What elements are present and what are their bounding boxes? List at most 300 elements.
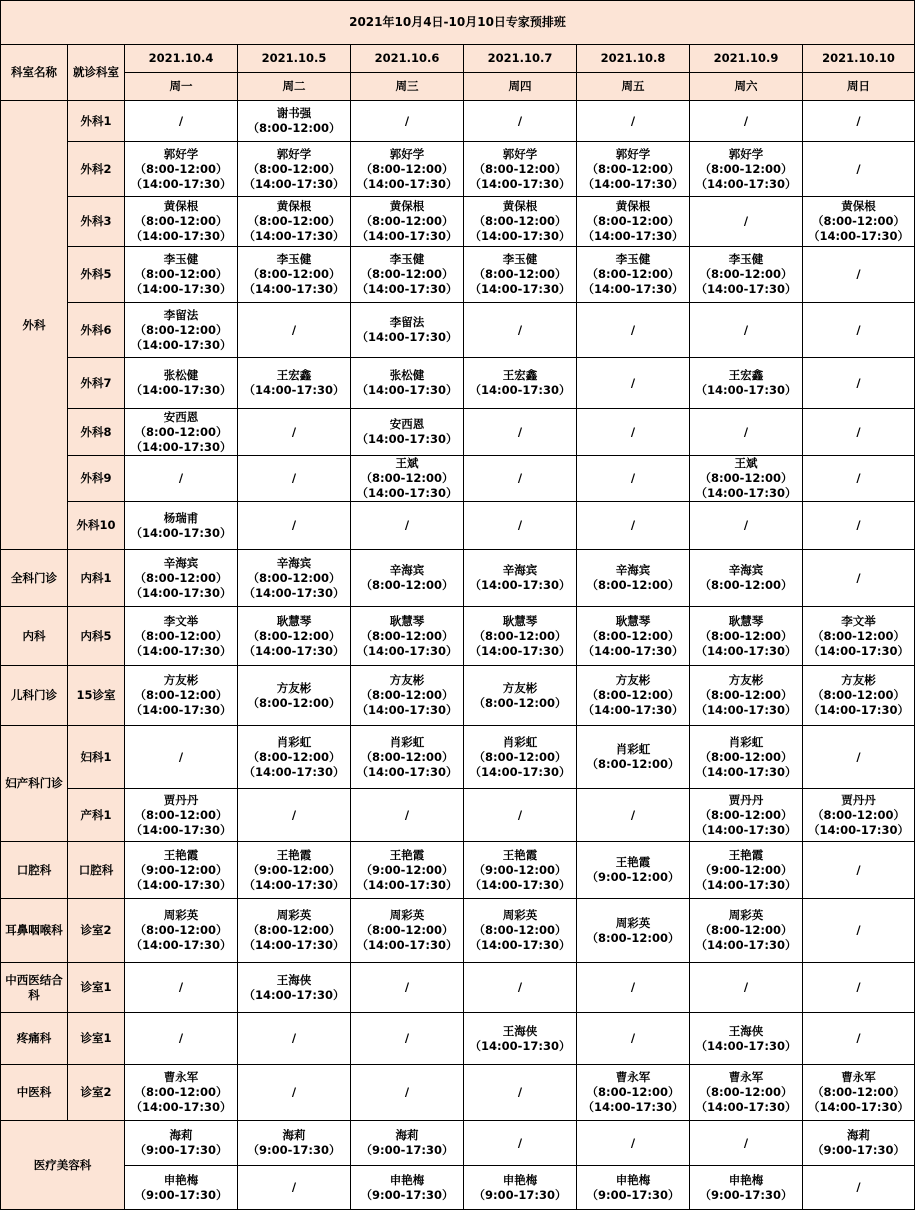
time-slot: （14:00-17:30） xyxy=(582,282,684,296)
schedule-cell xyxy=(690,963,803,1013)
time-slot: （8:00-12:00） xyxy=(473,749,567,764)
time-slot: （8:00-12:00） xyxy=(699,923,793,937)
doctor-name: 周彩英 xyxy=(276,908,312,922)
time-slot: （14:00-17:30） xyxy=(130,877,232,892)
schedule-cell xyxy=(238,899,351,963)
schedule-cell xyxy=(351,963,464,1013)
doctor-name: 李文举 xyxy=(841,613,876,628)
time-slot: （8:00-12:00） xyxy=(699,749,793,764)
schedule-cell xyxy=(125,1166,238,1210)
schedule-cell xyxy=(125,142,238,197)
schedule-row xyxy=(1,358,915,409)
time-slot: （14:00-17:30） xyxy=(808,643,909,658)
doctor-name: 申艳梅 xyxy=(615,1172,651,1187)
no-schedule-mark: / xyxy=(630,980,636,994)
doctor-name: 王宏鑫 xyxy=(728,368,764,382)
schedule-cell xyxy=(464,1065,577,1121)
time-slot: （14:00-17:30） xyxy=(469,282,571,296)
time-slot: （8:00-12:00） xyxy=(360,161,454,176)
clinic-room-cell: 诊室1 xyxy=(68,1013,125,1065)
doctor-name: 王艳霞 xyxy=(728,847,764,862)
time-slot: （14:00-17:30） xyxy=(356,703,458,717)
time-slot: （8:00-12:00） xyxy=(360,471,454,485)
no-schedule-mark: / xyxy=(743,980,749,994)
schedule-cell xyxy=(238,1121,351,1166)
doctor-name: 安西恩 xyxy=(163,409,199,424)
clinic-room-cell: 外科5 xyxy=(68,247,125,303)
schedule-cell xyxy=(351,1121,464,1166)
no-schedule-mark: / xyxy=(743,214,749,228)
doctor-name: 辛海宾 xyxy=(502,563,538,577)
dept-name-header: 科室名称 xyxy=(1,45,68,101)
time-slot: （14:00-17:30） xyxy=(130,585,232,600)
schedule-cell xyxy=(464,666,577,726)
date-header: 2021.10.9 xyxy=(690,45,803,73)
time-slot: （14:00-17:30） xyxy=(356,229,458,243)
time-slot: （14:00-17:30） xyxy=(243,987,345,1002)
doctor-name: 王海侠 xyxy=(502,1023,538,1038)
time-slot: （14:00-17:30） xyxy=(243,764,345,779)
no-schedule-mark: / xyxy=(404,113,410,128)
schedule-cell xyxy=(125,101,238,142)
doctor-name: 郭好学 xyxy=(163,146,199,161)
schedule-cell xyxy=(803,409,915,456)
time-slot: （14:00-17:30） xyxy=(356,486,458,500)
date-header: 2021.10.6 xyxy=(351,45,464,73)
schedule-cell xyxy=(351,726,464,789)
time-slot: （8:00-12:00） xyxy=(586,161,680,176)
schedule-cell xyxy=(577,666,690,726)
schedule-cell xyxy=(803,142,915,197)
doctor-name: 肖彩虹 xyxy=(276,734,312,749)
time-slot: （8:00-12:00） xyxy=(586,578,680,592)
doctor-name: 肖彩虹 xyxy=(389,734,425,749)
dept-name-cell: 中医科 xyxy=(1,1065,68,1121)
schedule-cell xyxy=(803,197,915,247)
time-slot: （14:00-17:30） xyxy=(130,1100,232,1114)
time-slot: （8:00-12:00） xyxy=(473,267,567,281)
schedule-cell xyxy=(464,789,577,842)
no-schedule-mark: / xyxy=(630,1135,636,1150)
doctor-name: 肖彩虹 xyxy=(728,734,764,749)
date-header: 2021.10.7 xyxy=(464,45,577,73)
schedule-cell xyxy=(690,197,803,247)
time-slot: （8:00-12:00） xyxy=(473,161,567,176)
no-schedule-mark: / xyxy=(517,113,523,128)
schedule-cell xyxy=(577,456,690,502)
time-slot: （14:00-17:30） xyxy=(469,176,571,191)
time-slot: （14:00-17:30） xyxy=(130,229,232,243)
time-slot: （8:00-12:00） xyxy=(134,214,228,228)
clinic-room-cell: 内科5 xyxy=(68,607,125,666)
doctor-name: 肖彩虹 xyxy=(615,742,651,756)
schedule-row xyxy=(1,1013,915,1065)
schedule-cell xyxy=(803,899,915,963)
schedule-cell xyxy=(238,607,351,666)
time-slot: （9:00-17:30） xyxy=(699,1187,793,1202)
schedule-cell xyxy=(690,550,803,607)
time-slot: （8:00-12:00） xyxy=(134,267,228,281)
schedule-cell xyxy=(351,502,464,550)
no-schedule-mark: / xyxy=(291,518,297,532)
no-schedule-mark: / xyxy=(743,322,749,337)
schedule-cell xyxy=(238,247,351,303)
no-schedule-mark: / xyxy=(291,807,297,822)
time-slot: （9:00-12:00） xyxy=(473,862,567,877)
time-slot: （8:00-12:00） xyxy=(473,214,567,228)
time-slot: （8:00-12:00） xyxy=(360,214,454,228)
schedule-row xyxy=(1,456,915,502)
time-slot: （8:00-12:00） xyxy=(134,1085,228,1099)
time-slot: （8:00-12:00） xyxy=(699,807,793,822)
clinic-room-cell: 外科2 xyxy=(68,142,125,197)
no-schedule-mark: / xyxy=(291,1085,297,1099)
schedule-cell xyxy=(351,456,464,502)
schedule-cell xyxy=(464,197,577,247)
schedule-cell xyxy=(125,502,238,550)
schedule-cell xyxy=(464,899,577,963)
time-slot: （8:00-12:00） xyxy=(247,214,341,228)
doctor-name: 贾丹丹 xyxy=(841,792,876,807)
doctor-name: 王海侠 xyxy=(276,972,312,987)
time-slot: （9:00-17:30） xyxy=(134,1187,228,1202)
schedule-cell xyxy=(690,142,803,197)
time-slot: （14:00-17:30） xyxy=(582,643,684,658)
schedule-cell xyxy=(803,963,915,1013)
schedule-cell xyxy=(464,1121,577,1166)
time-slot: （14:00-17:30） xyxy=(356,176,458,191)
no-schedule-mark: / xyxy=(404,1085,410,1099)
doctor-name: 耿慧琴 xyxy=(728,613,764,628)
schedule-cell xyxy=(238,842,351,899)
no-schedule-mark: / xyxy=(178,980,184,994)
no-schedule-mark: / xyxy=(178,471,184,485)
doctor-name: 张松健 xyxy=(389,368,425,382)
doctor-name: 申艳梅 xyxy=(502,1172,538,1187)
clinic-room-cell: 外科1 xyxy=(68,101,125,142)
doctor-name: 周彩英 xyxy=(502,908,538,922)
time-slot: （8:00-12:00） xyxy=(247,570,341,585)
doctor-name: 方友彬 xyxy=(841,673,876,687)
time-slot: （9:00-12:00） xyxy=(360,862,454,877)
date-header: 2021.10.10 xyxy=(803,45,915,73)
no-schedule-mark: / xyxy=(404,1031,410,1045)
time-slot: （8:00-12:00） xyxy=(247,628,341,643)
schedule-row xyxy=(1,247,915,303)
schedule-cell xyxy=(238,666,351,726)
time-slot: （8:00-12:00） xyxy=(134,688,228,702)
time-slot: （8:00-12:00） xyxy=(134,161,228,176)
doctor-name: 方友彬 xyxy=(276,680,312,695)
clinic-room-header: 就诊科室 xyxy=(68,45,125,101)
time-slot: （8:00-12:00） xyxy=(699,267,793,281)
clinic-room-cell: 口腔科 xyxy=(68,842,125,899)
time-slot: （14:00-17:30） xyxy=(130,176,232,191)
schedule-cell xyxy=(690,899,803,963)
schedule-cell xyxy=(125,666,238,726)
schedule-cell xyxy=(803,842,915,899)
schedule-cell xyxy=(125,789,238,842)
time-slot: （14:00-17:30） xyxy=(356,282,458,296)
dept-name-cell: 儿科门诊 xyxy=(1,666,68,726)
dept-name-cell: 医疗美容科 xyxy=(1,1121,125,1210)
time-slot: （14:00-17:30） xyxy=(243,229,345,243)
time-slot: （8:00-12:00） xyxy=(812,688,905,702)
doctor-name: 辛海宾 xyxy=(728,563,764,577)
schedule-row xyxy=(1,101,915,142)
schedule-cell xyxy=(464,963,577,1013)
dept-name-cell: 全科门诊 xyxy=(1,550,68,607)
time-slot: （14:00-17:30） xyxy=(695,1038,797,1053)
doctor-name: 李玉健 xyxy=(615,252,651,266)
no-schedule-mark: / xyxy=(404,980,410,994)
time-slot: （14:00-17:30） xyxy=(243,383,345,397)
time-slot: （8:00-12:00） xyxy=(134,322,228,337)
schedule-cell xyxy=(690,247,803,303)
schedule-row xyxy=(1,303,915,358)
no-schedule-mark: / xyxy=(517,1135,523,1150)
doctor-name: 海莉 xyxy=(847,1128,871,1142)
doctor-name: 海莉 xyxy=(395,1128,419,1142)
schedule-cell xyxy=(690,1065,803,1121)
schedule-cell xyxy=(803,358,915,409)
clinic-room-cell: 诊室2 xyxy=(68,1065,125,1121)
no-schedule-mark: / xyxy=(404,518,410,532)
dept-name-cell: 中西医结合科 xyxy=(1,963,68,1013)
time-slot: （14:00-17:30） xyxy=(130,439,232,454)
time-slot: （14:00-17:30） xyxy=(243,643,345,658)
doctor-name: 周彩英 xyxy=(728,908,764,922)
time-slot: （8:00-12:00） xyxy=(699,471,793,485)
schedule-cell xyxy=(577,197,690,247)
clinic-room-cell: 内科1 xyxy=(68,550,125,607)
doctor-name: 杨瑞甫 xyxy=(163,510,199,525)
doctor-name: 辛海宾 xyxy=(615,563,651,577)
no-schedule-mark: / xyxy=(630,424,636,439)
doctor-name: 郭好学 xyxy=(615,146,651,161)
time-slot: （9:00-12:00） xyxy=(699,862,793,877)
no-schedule-mark: / xyxy=(856,267,861,281)
schedule-cell xyxy=(690,789,803,842)
schedule-cell xyxy=(125,899,238,963)
time-slot: （9:00-12:00） xyxy=(586,870,680,884)
no-schedule-mark: / xyxy=(856,980,861,994)
schedule-row xyxy=(1,842,915,899)
weekday-header: 周一 xyxy=(125,73,238,101)
weekday-header: 周三 xyxy=(351,73,464,101)
time-slot: （14:00-17:30） xyxy=(469,1038,571,1053)
doctor-name: 郭好学 xyxy=(728,146,764,161)
time-slot: （14:00-17:30） xyxy=(243,877,345,892)
schedule-cell xyxy=(690,1166,803,1210)
schedule-cell xyxy=(577,303,690,358)
schedule-cell xyxy=(238,303,351,358)
doctor-name: 方友彬 xyxy=(502,680,538,695)
schedule-cell xyxy=(690,1121,803,1166)
clinic-room-cell: 外科9 xyxy=(68,456,125,502)
no-schedule-mark: / xyxy=(856,424,861,439)
doctor-name: 黄保根 xyxy=(502,199,538,213)
schedule-cell xyxy=(125,1065,238,1121)
schedule-cell xyxy=(803,1121,915,1166)
schedule-cell xyxy=(690,607,803,666)
schedule-cell xyxy=(803,303,915,358)
schedule-cell xyxy=(125,358,238,409)
time-slot: （8:00-12:00） xyxy=(134,570,228,585)
time-slot: （14:00-17:30） xyxy=(469,764,571,779)
time-slot: （8:00-12:00） xyxy=(134,424,228,439)
doctor-name: 李玉健 xyxy=(728,252,764,266)
schedule-cell xyxy=(464,409,577,456)
doctor-name: 耿慧琴 xyxy=(276,613,312,628)
schedule-row xyxy=(1,1166,915,1210)
time-slot: （14:00-17:30） xyxy=(808,822,909,837)
schedule-cell xyxy=(690,726,803,789)
weekday-header: 周六 xyxy=(690,73,803,101)
time-slot: （9:00-17:30） xyxy=(812,1143,905,1157)
schedule-cell xyxy=(351,607,464,666)
doctor-name: 方友彬 xyxy=(163,673,199,687)
no-schedule-mark: / xyxy=(743,424,749,439)
no-schedule-mark: / xyxy=(856,113,861,128)
no-schedule-mark: / xyxy=(856,1031,861,1045)
time-slot: （14:00-17:30） xyxy=(695,643,797,658)
schedule-cell xyxy=(577,247,690,303)
schedule-cell xyxy=(690,666,803,726)
time-slot: （14:00-17:30） xyxy=(695,764,797,779)
schedule-cell xyxy=(464,456,577,502)
schedule-cell xyxy=(803,1166,915,1210)
time-slot: （14:00-17:30） xyxy=(130,703,232,717)
time-slot: （8:00-12:00） xyxy=(360,749,454,764)
time-slot: （8:00-12:00） xyxy=(699,1085,793,1099)
time-slot: （14:00-17:30） xyxy=(469,383,571,397)
time-slot: （8:00-12:00） xyxy=(247,749,341,764)
schedule-row xyxy=(1,502,915,550)
time-slot: （14:00-17:30） xyxy=(582,176,684,191)
schedule-cell xyxy=(351,1065,464,1121)
time-slot: （8:00-12:00） xyxy=(699,578,793,592)
time-slot: （14:00-17:30） xyxy=(469,877,571,892)
schedule-cell xyxy=(351,666,464,726)
schedule-row xyxy=(1,550,915,607)
no-schedule-mark: / xyxy=(630,375,636,390)
schedule-cell xyxy=(690,101,803,142)
time-slot: （8:00-12:00） xyxy=(586,267,680,281)
weekday-header: 周五 xyxy=(577,73,690,101)
doctor-name: 曹永军 xyxy=(728,1070,764,1084)
schedule-cell xyxy=(238,101,351,142)
time-slot: （8:00-12:00） xyxy=(247,121,341,135)
schedule-cell xyxy=(464,303,577,358)
time-slot: （8:00-12:00） xyxy=(586,214,680,228)
time-slot: （14:00-17:30） xyxy=(356,432,458,446)
doctor-name: 黄保根 xyxy=(841,199,876,213)
time-slot: （9:00-12:00） xyxy=(247,862,341,877)
schedule-cell xyxy=(803,247,915,303)
schedule-cell xyxy=(351,101,464,142)
schedule-row xyxy=(1,789,915,842)
doctor-name: 申艳梅 xyxy=(163,1172,199,1187)
time-slot: （8:00-12:00） xyxy=(360,267,454,281)
no-schedule-mark: / xyxy=(404,807,410,822)
doctor-name: 李文举 xyxy=(163,613,199,628)
schedule-cell xyxy=(803,101,915,142)
clinic-room-cell: 诊室2 xyxy=(68,899,125,963)
doctor-name: 曹永军 xyxy=(615,1070,651,1084)
schedule-cell xyxy=(351,247,464,303)
time-slot: （8:00-12:00） xyxy=(699,688,793,702)
schedule-cell xyxy=(803,789,915,842)
clinic-room-cell: 外科7 xyxy=(68,358,125,409)
clinic-room-cell: 外科8 xyxy=(68,409,125,456)
no-schedule-mark: / xyxy=(743,518,749,532)
time-slot: （8:00-12:00） xyxy=(134,923,228,937)
dept-name-cell: 口腔科 xyxy=(1,842,68,899)
time-slot: （14:00-17:30） xyxy=(130,525,232,540)
no-schedule-mark: / xyxy=(178,113,184,128)
schedule-cell xyxy=(238,1166,351,1210)
schedule-row xyxy=(1,1065,915,1121)
no-schedule-mark: / xyxy=(856,322,861,337)
schedule-cell xyxy=(238,789,351,842)
no-schedule-mark: / xyxy=(630,518,636,532)
time-slot: （8:00-12:00） xyxy=(360,578,454,592)
no-schedule-mark: / xyxy=(517,322,523,337)
time-slot: （14:00-17:30） xyxy=(582,703,684,717)
time-slot: （14:00-17:30） xyxy=(469,578,571,592)
time-slot: （14:00-17:30） xyxy=(243,585,345,600)
doctor-name: 肖彩虹 xyxy=(502,734,538,749)
doctor-name: 贾丹丹 xyxy=(728,792,764,807)
no-schedule-mark: / xyxy=(856,570,861,585)
time-slot: （14:00-17:30） xyxy=(582,229,684,243)
schedule-row xyxy=(1,1121,915,1166)
schedule-cell xyxy=(577,101,690,142)
doctor-name: 周彩英 xyxy=(389,908,425,922)
doctor-name: 方友彬 xyxy=(615,673,651,687)
schedule-cell xyxy=(464,842,577,899)
doctor-name: 方友彬 xyxy=(389,673,425,687)
schedule-cell xyxy=(577,1121,690,1166)
doctor-name: 周彩英 xyxy=(163,908,199,922)
schedule-cell xyxy=(803,456,915,502)
dept-name-cell: 内科 xyxy=(1,607,68,666)
doctor-name: 申艳梅 xyxy=(728,1172,764,1187)
time-slot: （14:00-17:30） xyxy=(695,486,797,500)
schedule-cell xyxy=(351,197,464,247)
schedule-cell xyxy=(351,409,464,456)
time-slot: （14:00-17:30） xyxy=(356,764,458,779)
time-slot: （8:00-12:00） xyxy=(812,1085,905,1099)
doctor-name: 辛海宾 xyxy=(276,555,312,570)
time-slot: （14:00-17:30） xyxy=(130,643,232,658)
doctor-name: 辛海宾 xyxy=(163,555,199,570)
doctor-name: 王海侠 xyxy=(728,1023,764,1038)
time-slot: （8:00-12:00） xyxy=(473,923,567,937)
time-slot: （9:00-12:00） xyxy=(134,862,228,877)
schedule-cell xyxy=(351,789,464,842)
schedule-cell xyxy=(464,247,577,303)
time-slot: （8:00-12:00） xyxy=(360,628,454,643)
clinic-room-cell: 外科6 xyxy=(68,303,125,358)
no-schedule-mark: / xyxy=(517,471,523,485)
date-header: 2021.10.8 xyxy=(577,45,690,73)
schedule-cell xyxy=(464,607,577,666)
doctor-name: 耿慧琴 xyxy=(502,613,538,628)
schedule-cell xyxy=(125,550,238,607)
time-slot: （8:00-12:00） xyxy=(586,628,680,643)
